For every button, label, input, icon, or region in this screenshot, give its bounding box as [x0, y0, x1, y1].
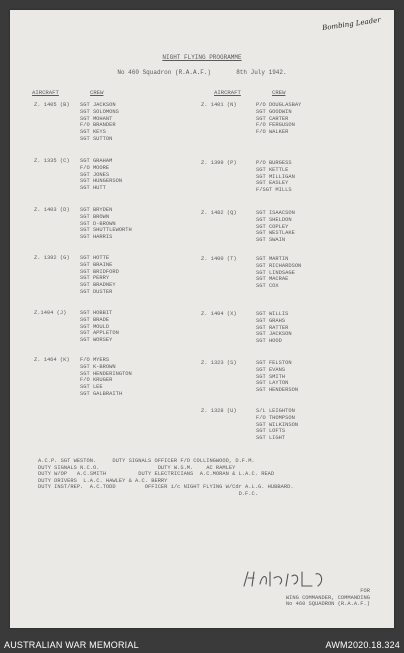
- crew-member: P/O BURGESS: [256, 160, 292, 166]
- crew-member: SGT BRYDEN: [80, 207, 113, 213]
- crew-member: SGT SOLOMONS: [80, 108, 119, 115]
- crew-member: F/O KRUGER: [80, 377, 113, 384]
- crew-member: SGT K-BROWN: [80, 363, 116, 370]
- crew-member: SGT HOBBIT: [80, 310, 113, 316]
- right-crew-header: CREW: [272, 89, 286, 96]
- crew-member: SGT HOTTE: [80, 255, 110, 261]
- crew-member: F/O FERGUSON: [256, 122, 295, 129]
- crew-member: SGT ISAACSON: [256, 210, 295, 216]
- crew-member: F/O MYERS: [80, 357, 110, 363]
- duty-line: DUTY SIGNALS N.C.O. DUTY W.S.M. AC RAMLEY: [38, 464, 236, 471]
- crew-member: SGT GALBRAITH: [80, 390, 123, 397]
- aircraft-id: Z. 1328 (U): [201, 408, 237, 414]
- caption-institution: AUSTRALIAN WAR MEMORIAL: [4, 640, 139, 650]
- crew-member: P/O DOUGLASBAY: [256, 102, 302, 108]
- aircraft-id: Z. 1399 (P): [201, 160, 237, 166]
- crew-member: SGT HUTT: [80, 185, 106, 192]
- crew-member: SGT SWAIN: [256, 237, 286, 244]
- crew-member: SGT EVANS: [256, 366, 286, 373]
- crew-member: SGT BRAINE: [80, 261, 113, 268]
- aircraft-id: Z. 1392 (G): [34, 255, 70, 261]
- crew-member: SGT MOULD: [80, 323, 110, 330]
- right-aircraft-header: AIRCRAFT: [214, 89, 241, 96]
- crew-member: SGT GOODWIN: [256, 108, 292, 115]
- aircraft-id: Z. 1464 (K): [34, 357, 70, 363]
- crew-member: SGT LAYTON: [256, 380, 289, 387]
- crew-member: SGT RICHARDSON: [256, 262, 302, 269]
- signature-for: FOR: [360, 588, 370, 594]
- crew-member: SGT BROWN: [80, 213, 110, 220]
- aircraft-id: Z. 1403 (D): [34, 207, 70, 213]
- crew-member: SGT WORSEY: [80, 337, 113, 344]
- document-subtitle: No 460 Squadron (R.A.A.F.) 8th July 1942.: [117, 69, 287, 76]
- crew-member: SGT FELSTON: [256, 360, 292, 366]
- aircraft-id: Z. 1401 (N): [201, 102, 237, 108]
- crew-member: SGT HENDERSON: [256, 387, 299, 394]
- crew-member: F/O BRANDER: [80, 122, 116, 129]
- crew-list: [80, 310, 119, 344]
- crew-member: SGT MARTIN: [256, 256, 289, 262]
- crew-member: SGT LIGHT: [256, 435, 286, 442]
- crew-list: [80, 207, 132, 241]
- crew-member: SGT SMITH: [256, 373, 286, 380]
- crew-member: SGT KETTLE: [256, 166, 289, 173]
- crew-list: [80, 357, 132, 398]
- aircraft-id: Z.1404 (J): [34, 310, 67, 316]
- crew-member: SGT CARTER: [256, 115, 289, 122]
- crew-member: SGT COPLEY: [256, 223, 289, 230]
- crew-member: SGT D-BROWN: [80, 220, 116, 227]
- signature-squadron: No 460 SQUADRON (R.A.A.F.): [285, 601, 370, 608]
- crew-member: SGT LOFTS: [256, 428, 286, 435]
- left-crew-header: CREW: [90, 89, 104, 96]
- crew-member: SGT HOOD: [256, 338, 282, 345]
- duty-line: DUTY W/OP A.C.SMITH DUTY ELECTRICIANS A.C.MORAN & L.A.C. READ: [38, 471, 275, 478]
- signature-block: [240, 588, 370, 608]
- aircraft-id: Z. 1335 (C): [34, 158, 70, 164]
- document-title: NIGHT FLYING PROGRAMME: [162, 54, 242, 61]
- aircraft-id: Z. 1400 (T): [201, 256, 237, 262]
- crew-list: [256, 102, 301, 136]
- crew-member: SGT MACRAE: [256, 276, 289, 283]
- crew-member: S/L LEIGHTON: [256, 408, 295, 414]
- crew-member: SGT JACKSON: [80, 102, 116, 108]
- duty-line: A.C.P. SGT WESTON. DUTY SIGNALS OFFICER F/O COLLINGWOOD, D.F.M.: [38, 458, 255, 464]
- caption-accession: AWM2020.18.324: [325, 640, 400, 650]
- crew-member: F/O MOORE: [80, 164, 110, 171]
- crew-member: SGT WILLIS: [256, 311, 289, 317]
- crew-member: SGT WESTLAKE: [256, 230, 295, 237]
- crew-member: SGT BRIDFORD: [80, 268, 119, 275]
- duty-line: D.F.C.: [38, 490, 258, 497]
- crew-member: SGT LEE: [80, 384, 103, 391]
- crew-member: SGT HARRIS: [80, 234, 113, 241]
- crew-member: SGT HENDERINGTON: [80, 370, 132, 377]
- crew-list: [256, 160, 295, 194]
- crew-member: SGT SHELDON: [256, 216, 292, 223]
- aircraft-id: Z. 1404 (X): [201, 311, 237, 317]
- crew-member: SGT PERRY: [80, 275, 110, 282]
- crew-list: [256, 360, 298, 394]
- handwritten-signature: [240, 568, 340, 590]
- crew-member: SGT DUSTER: [80, 288, 113, 295]
- crew-list: [256, 210, 295, 244]
- aircraft-id: Z. 1323 (S): [201, 360, 237, 366]
- crew-member: F/O WALKER: [256, 129, 289, 136]
- handwritten-note: Bombing Leader: [321, 16, 382, 33]
- crew-member: SGT EASLEY: [256, 180, 289, 187]
- crew-member: SGT LINDSAGE: [256, 269, 295, 276]
- document-page: [10, 10, 394, 628]
- crew-member: F/O THOMPSON: [256, 414, 295, 421]
- crew-member: SGT RATTER: [256, 324, 289, 331]
- crew-member: SGT GRAHAM: [80, 158, 113, 164]
- crew-member: SGT BRADE: [80, 316, 110, 323]
- crew-list: [256, 311, 292, 345]
- duty-line: DUTY INST/REP. A.C.TODD OFFICER i/c NIGHT FLYING W/Cdr A.L.G. HUBBARD.: [38, 484, 294, 491]
- crew-member: SGT COX: [256, 283, 279, 290]
- duty-roster: [38, 458, 378, 498]
- crew-member: SGT KEYS: [80, 129, 106, 136]
- crew-member: SGT BRADNEY: [80, 282, 116, 289]
- crew-member: SGT SHUTTLEWORTH: [80, 227, 132, 234]
- duty-line: DUTY DRIVERS L.A.C. HAWLEY & A.C. BERRY: [38, 477, 168, 484]
- aircraft-id: Z. 1482 (Q): [201, 210, 237, 216]
- crew-member: F/SGT MILLS: [256, 187, 292, 194]
- crew-list: [80, 255, 119, 296]
- signature-title: WING COMMANDER, COMMANDING: [285, 594, 370, 601]
- aircraft-id: Z. 1405 (B): [34, 102, 70, 108]
- crew-list: [256, 408, 298, 442]
- crew-member: SGT HUNGERSON: [80, 178, 123, 185]
- crew-list: [80, 158, 122, 192]
- crew-member: SGT MOHANT: [80, 115, 113, 122]
- crew-member: SGT APPLETON: [80, 330, 119, 337]
- crew-list: [256, 256, 301, 290]
- crew-member: SGT JACKSON: [256, 331, 292, 338]
- crew-member: SGT WILKINSON: [256, 421, 299, 428]
- crew-member: SGT SUTTON: [80, 135, 113, 142]
- crew-member: SGT GRAHS: [256, 317, 286, 324]
- crew-member: SGT JONES: [80, 171, 110, 178]
- crew-member: SGT MILLIGAN: [256, 173, 295, 180]
- left-aircraft-header: AIRCRAFT: [32, 89, 59, 96]
- crew-list: [80, 102, 119, 143]
